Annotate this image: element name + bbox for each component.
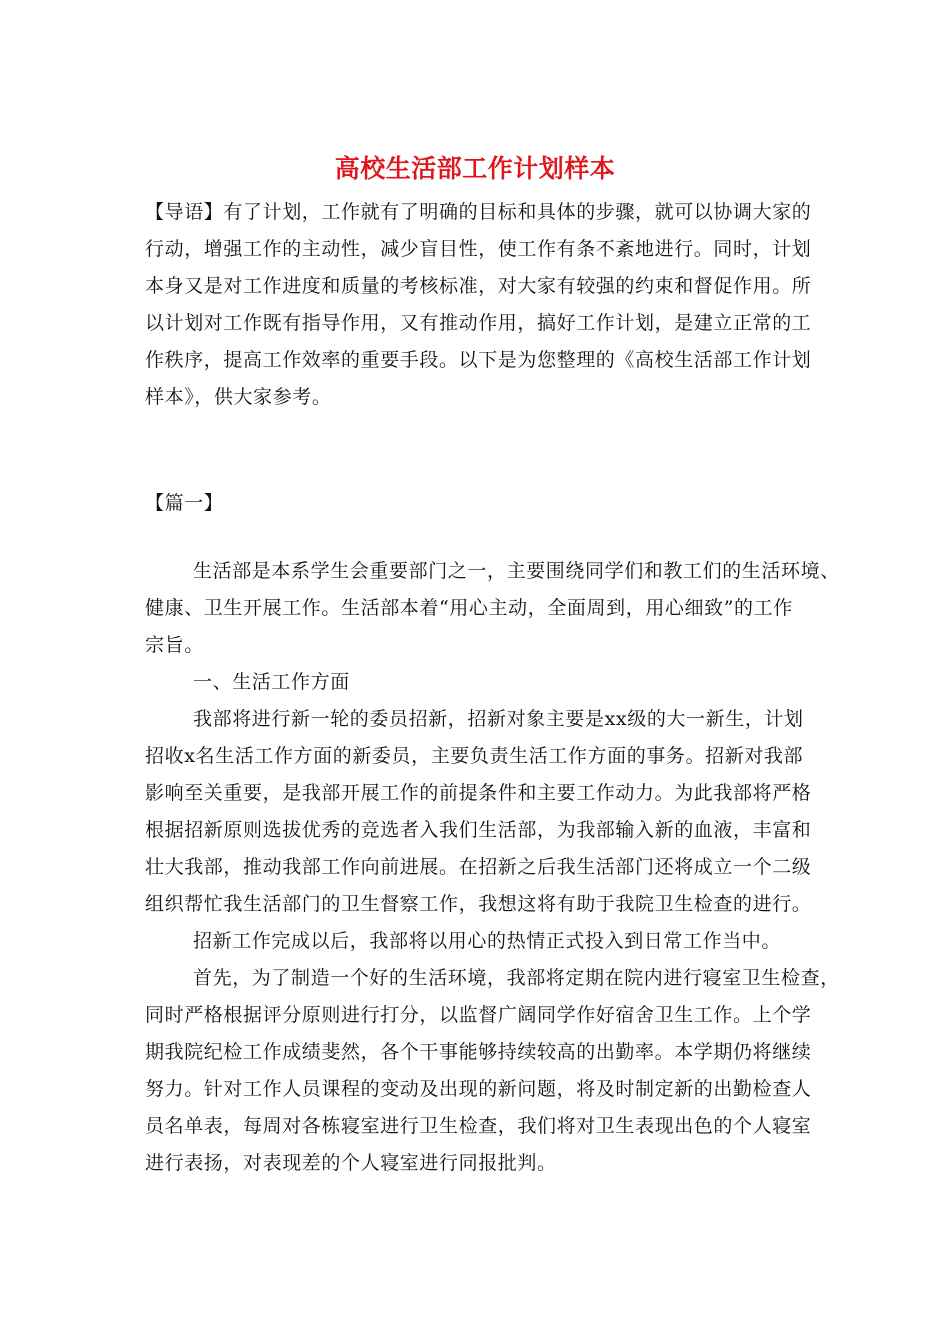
body-line: 我部将进行新一轮的委员招新，招新对象主要是xx级的大一新生，计划 xyxy=(193,708,804,730)
body-line: 同时严格根据评分原则进行打分，以监督广阔同学作好宿舍卫生工作。上个学 xyxy=(145,1004,812,1026)
body-line: 宗旨。 xyxy=(145,634,204,656)
intro-line: 本身又是对工作进度和质量的考核标准，对大家有较强的约束和督促作用。所 xyxy=(145,275,812,297)
intro-line: 以计划对工作既有指导作用，又有推动作用，搞好工作计划，是建立正常的工 xyxy=(145,312,812,334)
intro-line: 行动，增强工作的主动性，减少盲目性，使工作有条不紊地进行。同时，计划 xyxy=(145,238,812,260)
intro-line: 样本》，供大家参考。 xyxy=(145,386,332,408)
body-line: 生活部是本系学生会重要部门之一，主要围绕同学们和教工们的生活环境、 xyxy=(193,560,840,582)
intro-line: 作秩序，提高工作效率的重要手段。以下是为您整理的《高校生活部工作计划 xyxy=(145,349,812,371)
intro-line: 【导语】有了计划，工作就有了明确的目标和具体的步骤，就可以协调大家的 xyxy=(145,201,812,223)
body-line: 壮大我部，推动我部工作向前进展。在招新之后我生活部门还将成立一个二级 xyxy=(145,856,812,878)
body-line: 期我院纪检工作成绩斐然，各个干事能够持续较高的出勤率。本学期仍将继续 xyxy=(145,1041,812,1063)
body-line: 根据招新原则选拔优秀的竞选者入我们生活部，为我部输入新的血液，丰富和 xyxy=(145,819,812,841)
body-line: 首先，为了制造一个好的生活环境，我部将定期在院内进行寝室卫生检查， xyxy=(193,967,840,989)
section-heading: 一、生活工作方面 xyxy=(193,671,350,693)
body-line: 努力。针对工作人员课程的变动及出现的新问题，将及时制定新的出勤检查人 xyxy=(145,1078,812,1100)
body-line: 健康、卫生开展工作。生活部本着“用心主动，全面周到，用心细致”的工作 xyxy=(145,597,793,619)
body-line: 组织帮忙我生活部门的卫生督察工作，我想这将有助于我院卫生检查的进行。 xyxy=(145,893,812,915)
body-line: 招新工作完成以后，我部将以用心的热情正式投入到日常工作当中。 xyxy=(193,930,782,952)
body-line: 进行表扬，对表现差的个人寝室进行同报批判。 xyxy=(145,1152,557,1174)
body-line: 招收x名生活工作方面的新委员，主要负责生活工作方面的事务。招新对我部 xyxy=(145,745,804,767)
section-label: 【篇一】 xyxy=(145,492,224,514)
body-line: 影响至关重要，是我部开展工作的前提条件和主要工作动力。为此我部将严格 xyxy=(145,782,812,804)
body-line: 员名单表，每周对各栋寝室进行卫生检查，我们将对卫生表现出色的个人寝室 xyxy=(145,1115,812,1137)
document-title: 高校生活部工作计划样本 xyxy=(334,154,616,183)
